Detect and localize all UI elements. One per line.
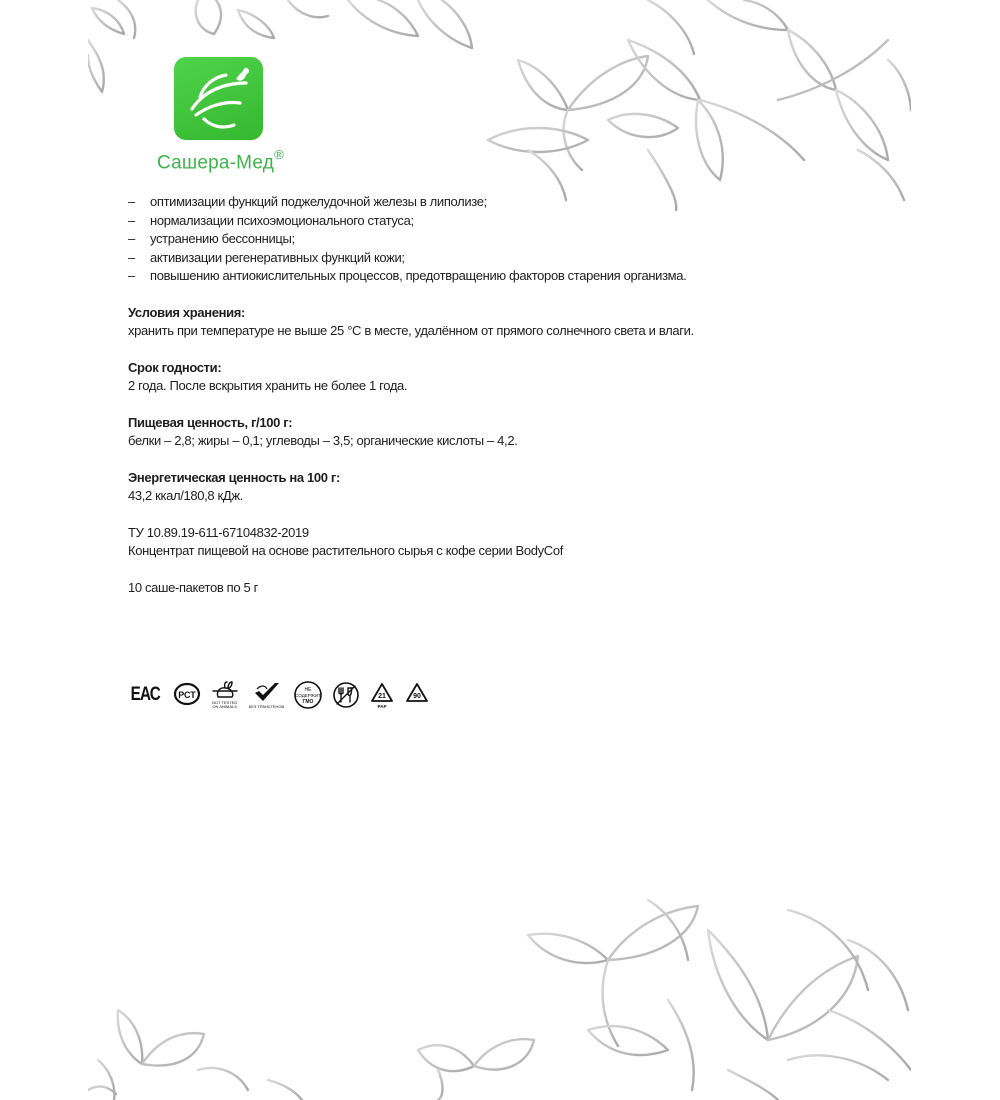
gmo-text-3: ГМО — [302, 699, 314, 705]
not-tested-text-2: ON ANIMALS — [212, 704, 237, 709]
list-item-text: оптимизации функций поджелудочной железы в липолизе; — [150, 194, 487, 209]
no-gmo-badge — [293, 680, 323, 710]
dash-marker: – — [128, 231, 135, 246]
energy-heading: Энергетическая ценность на 100 г: — [128, 469, 340, 485]
shelf-life-heading: Срок годности: — [128, 359, 222, 375]
list-item — [128, 249, 828, 268]
recycle-90-text: 90 — [413, 693, 422, 700]
nutrition-section — [128, 414, 828, 451]
page — [88, 0, 911, 1100]
rabbit-icon — [210, 681, 240, 701]
spec-code: ТУ 10.89.19-611-67104832-2019 — [128, 524, 309, 540]
list-item — [128, 193, 828, 212]
rst-icon — [173, 682, 201, 708]
dash-marker: – — [128, 212, 135, 228]
recycle-21-subtext: PAP — [377, 704, 387, 709]
list-item — [128, 230, 828, 249]
no-gmo-icon — [293, 680, 323, 710]
no-transgenes-badge — [249, 681, 285, 709]
brand-name — [157, 149, 284, 174]
product-info — [128, 193, 828, 597]
not-tested-badge — [210, 681, 240, 709]
recycle-icon — [404, 681, 430, 709]
energy-text: 43,2 ккал/180,8 кДж. — [128, 488, 243, 503]
certification-badges — [127, 678, 430, 712]
fork-glass-icon — [332, 681, 360, 709]
dash-marker: – — [128, 194, 135, 209]
spec-section — [128, 524, 828, 561]
recycle-icon — [369, 681, 395, 709]
package-section — [128, 579, 828, 598]
rst-badge — [173, 682, 201, 708]
benefits-list — [128, 193, 828, 286]
list-item — [128, 267, 828, 286]
list-item-text: нормализации психоэмоционального статуса; — [150, 212, 414, 228]
gmo-text-1: НЕ — [304, 687, 312, 693]
package-text: 10 саше-пакетов по 5 г — [128, 579, 259, 595]
rst-text: РСТ — [177, 690, 196, 700]
list-item-text: активизации регенеративных функций кожи; — [150, 249, 405, 265]
list-item-text: устранению бессонницы; — [150, 231, 295, 246]
storage-text: хранить при температуре не выше 25 °С в месте, удалённом от прямого солнечного света и влаги. — [128, 323, 694, 338]
gmo-text-2: СОДЕРЖИТ — [295, 693, 322, 698]
brand-text: Сашера-Мед — [157, 152, 275, 174]
nutrition-text: белки – 2,8; жиры – 0,1; углеводы – 3,5; органические кислоты – 4,2. — [128, 433, 518, 448]
storage-section — [128, 304, 828, 341]
eac-badge — [127, 684, 164, 706]
dash-marker: – — [128, 249, 135, 265]
list-item — [128, 212, 828, 231]
nutrition-heading: Пищевая ценность, г/100 г: — [128, 414, 293, 430]
shelf-life-text: 2 года. После вскрытия хранить не более 1 года. — [128, 378, 408, 393]
no-transgenes-text: БЕЗ ТРАНСГЕНОВ — [248, 704, 285, 709]
checkmark-icon — [251, 681, 281, 705]
leaf-icon — [174, 57, 263, 140]
list-item-text: повышению антиокислительных процессов, предотвращению факторов старения организма. — [150, 268, 687, 283]
dash-marker: – — [128, 268, 135, 283]
storage-heading: Условия хранения: — [128, 304, 245, 320]
shelf-life-section — [128, 359, 828, 396]
registered-mark: ® — [274, 147, 284, 162]
energy-section — [128, 469, 828, 506]
logo — [154, 57, 304, 177]
recycle-21-badge — [369, 681, 395, 709]
eac-text: ЕАС — [130, 684, 160, 705]
food-contact-badge — [332, 681, 360, 709]
logo-mark — [174, 57, 263, 140]
not-tested-text-1: NOT TESTED — [212, 700, 238, 705]
spec-description: Концентрат пищевой на основе растительного сырья с кофе серии BodyCof — [128, 543, 563, 558]
recycle-21-text: 21 — [378, 693, 387, 700]
recycle-90-badge — [404, 681, 430, 709]
